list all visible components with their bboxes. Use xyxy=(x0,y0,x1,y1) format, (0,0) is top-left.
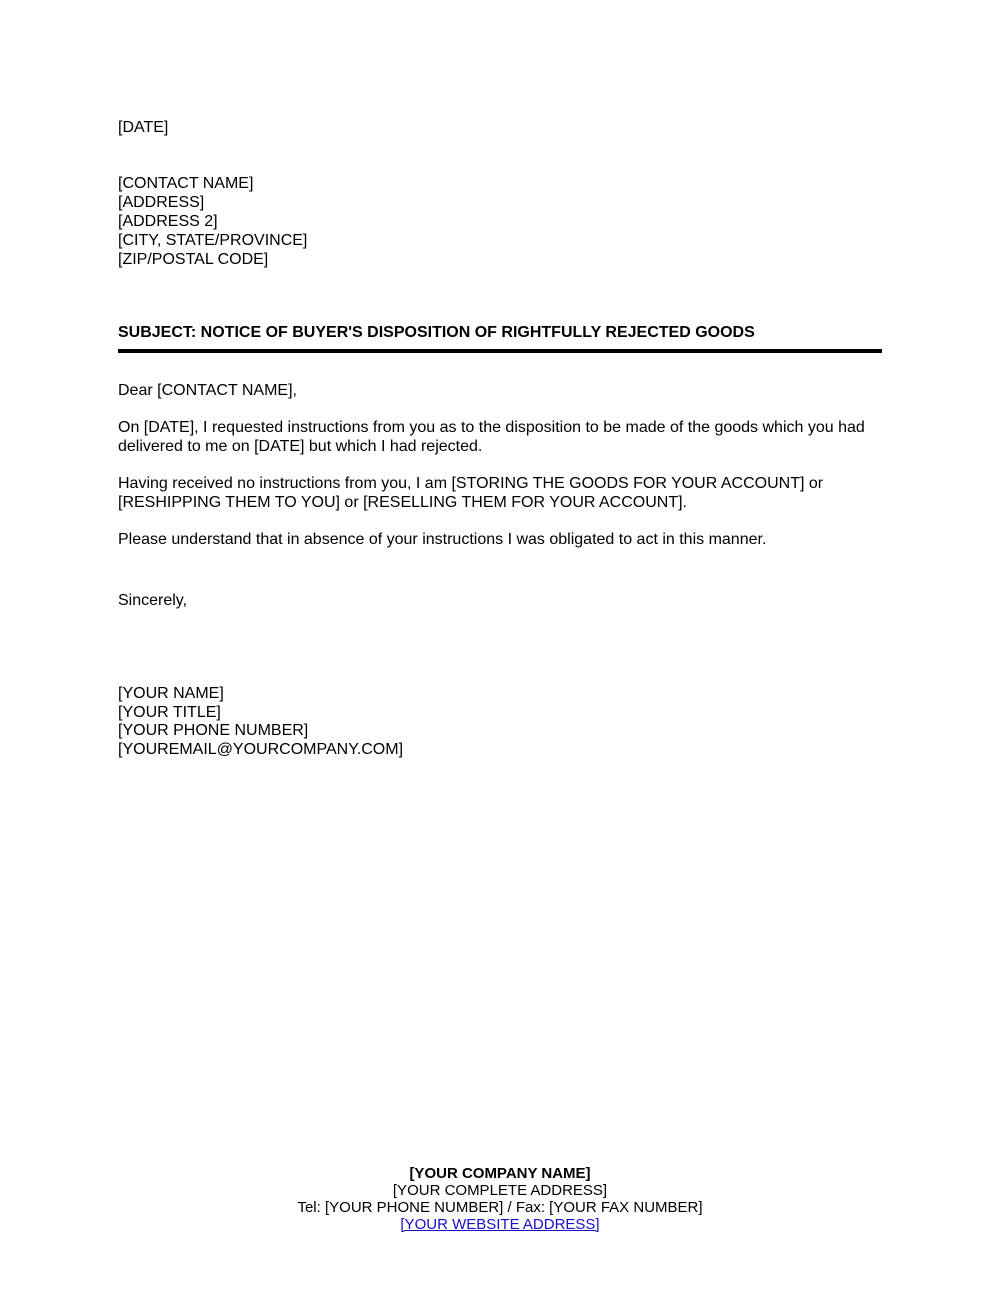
signature-phone: [YOUR PHONE NUMBER] xyxy=(118,722,309,739)
recipient-contact-name: [CONTACT NAME] xyxy=(118,175,254,192)
footer-contact: Tel: [YOUR PHONE NUMBER] / Fax: [YOUR FAX NUMBER] xyxy=(297,1199,703,1216)
recipient-address: [ADDRESS] xyxy=(118,194,205,211)
recipient-zip: [ZIP/POSTAL CODE] xyxy=(118,251,269,268)
recipient-city-state: [CITY, STATE/PROVINCE] xyxy=(118,232,308,249)
body-paragraph-3: Please understand that in absence of your instructions I was obligated to act in this manner. xyxy=(118,531,767,548)
body-paragraph-2-line-2: [RESHIPPING THEM TO YOU] or [RESELLING THEM FOR YOUR ACCOUNT]. xyxy=(118,494,687,511)
footer-website-link[interactable]: [YOUR WEBSITE ADDRESS] xyxy=(400,1216,600,1233)
signature-email: [YOUREMAIL@YOURCOMPANY.COM] xyxy=(118,741,404,758)
footer-website-container xyxy=(0,1216,1000,1233)
subject-divider xyxy=(118,349,882,353)
signature-name: [YOUR NAME] xyxy=(118,685,224,702)
subject-heading: SUBJECT: NOTICE OF BUYER'S DISPOSITION OF RIGHTFULLY REJECTED GOODS xyxy=(118,324,755,341)
closing: Sincerely, xyxy=(118,592,188,609)
salutation: Dear [CONTACT NAME], xyxy=(118,382,297,399)
letter-date: [DATE] xyxy=(118,119,169,136)
footer-address: [YOUR COMPLETE ADDRESS] xyxy=(392,1182,608,1199)
recipient-address-2: [ADDRESS 2] xyxy=(118,213,218,230)
body-paragraph-1-line-1: On [DATE], I requested instructions from you as to the disposition to be made of the goods which you had xyxy=(118,419,865,436)
footer-company-name: [YOUR COMPANY NAME] xyxy=(409,1165,591,1182)
body-paragraph-1-line-2: delivered to me on [DATE] but which I had rejected. xyxy=(118,438,483,455)
signature-title: [YOUR TITLE] xyxy=(118,704,221,721)
body-paragraph-2-line-1: Having received no instructions from you, I am [STORING THE GOODS FOR YOUR ACCOUNT] or xyxy=(118,475,824,492)
